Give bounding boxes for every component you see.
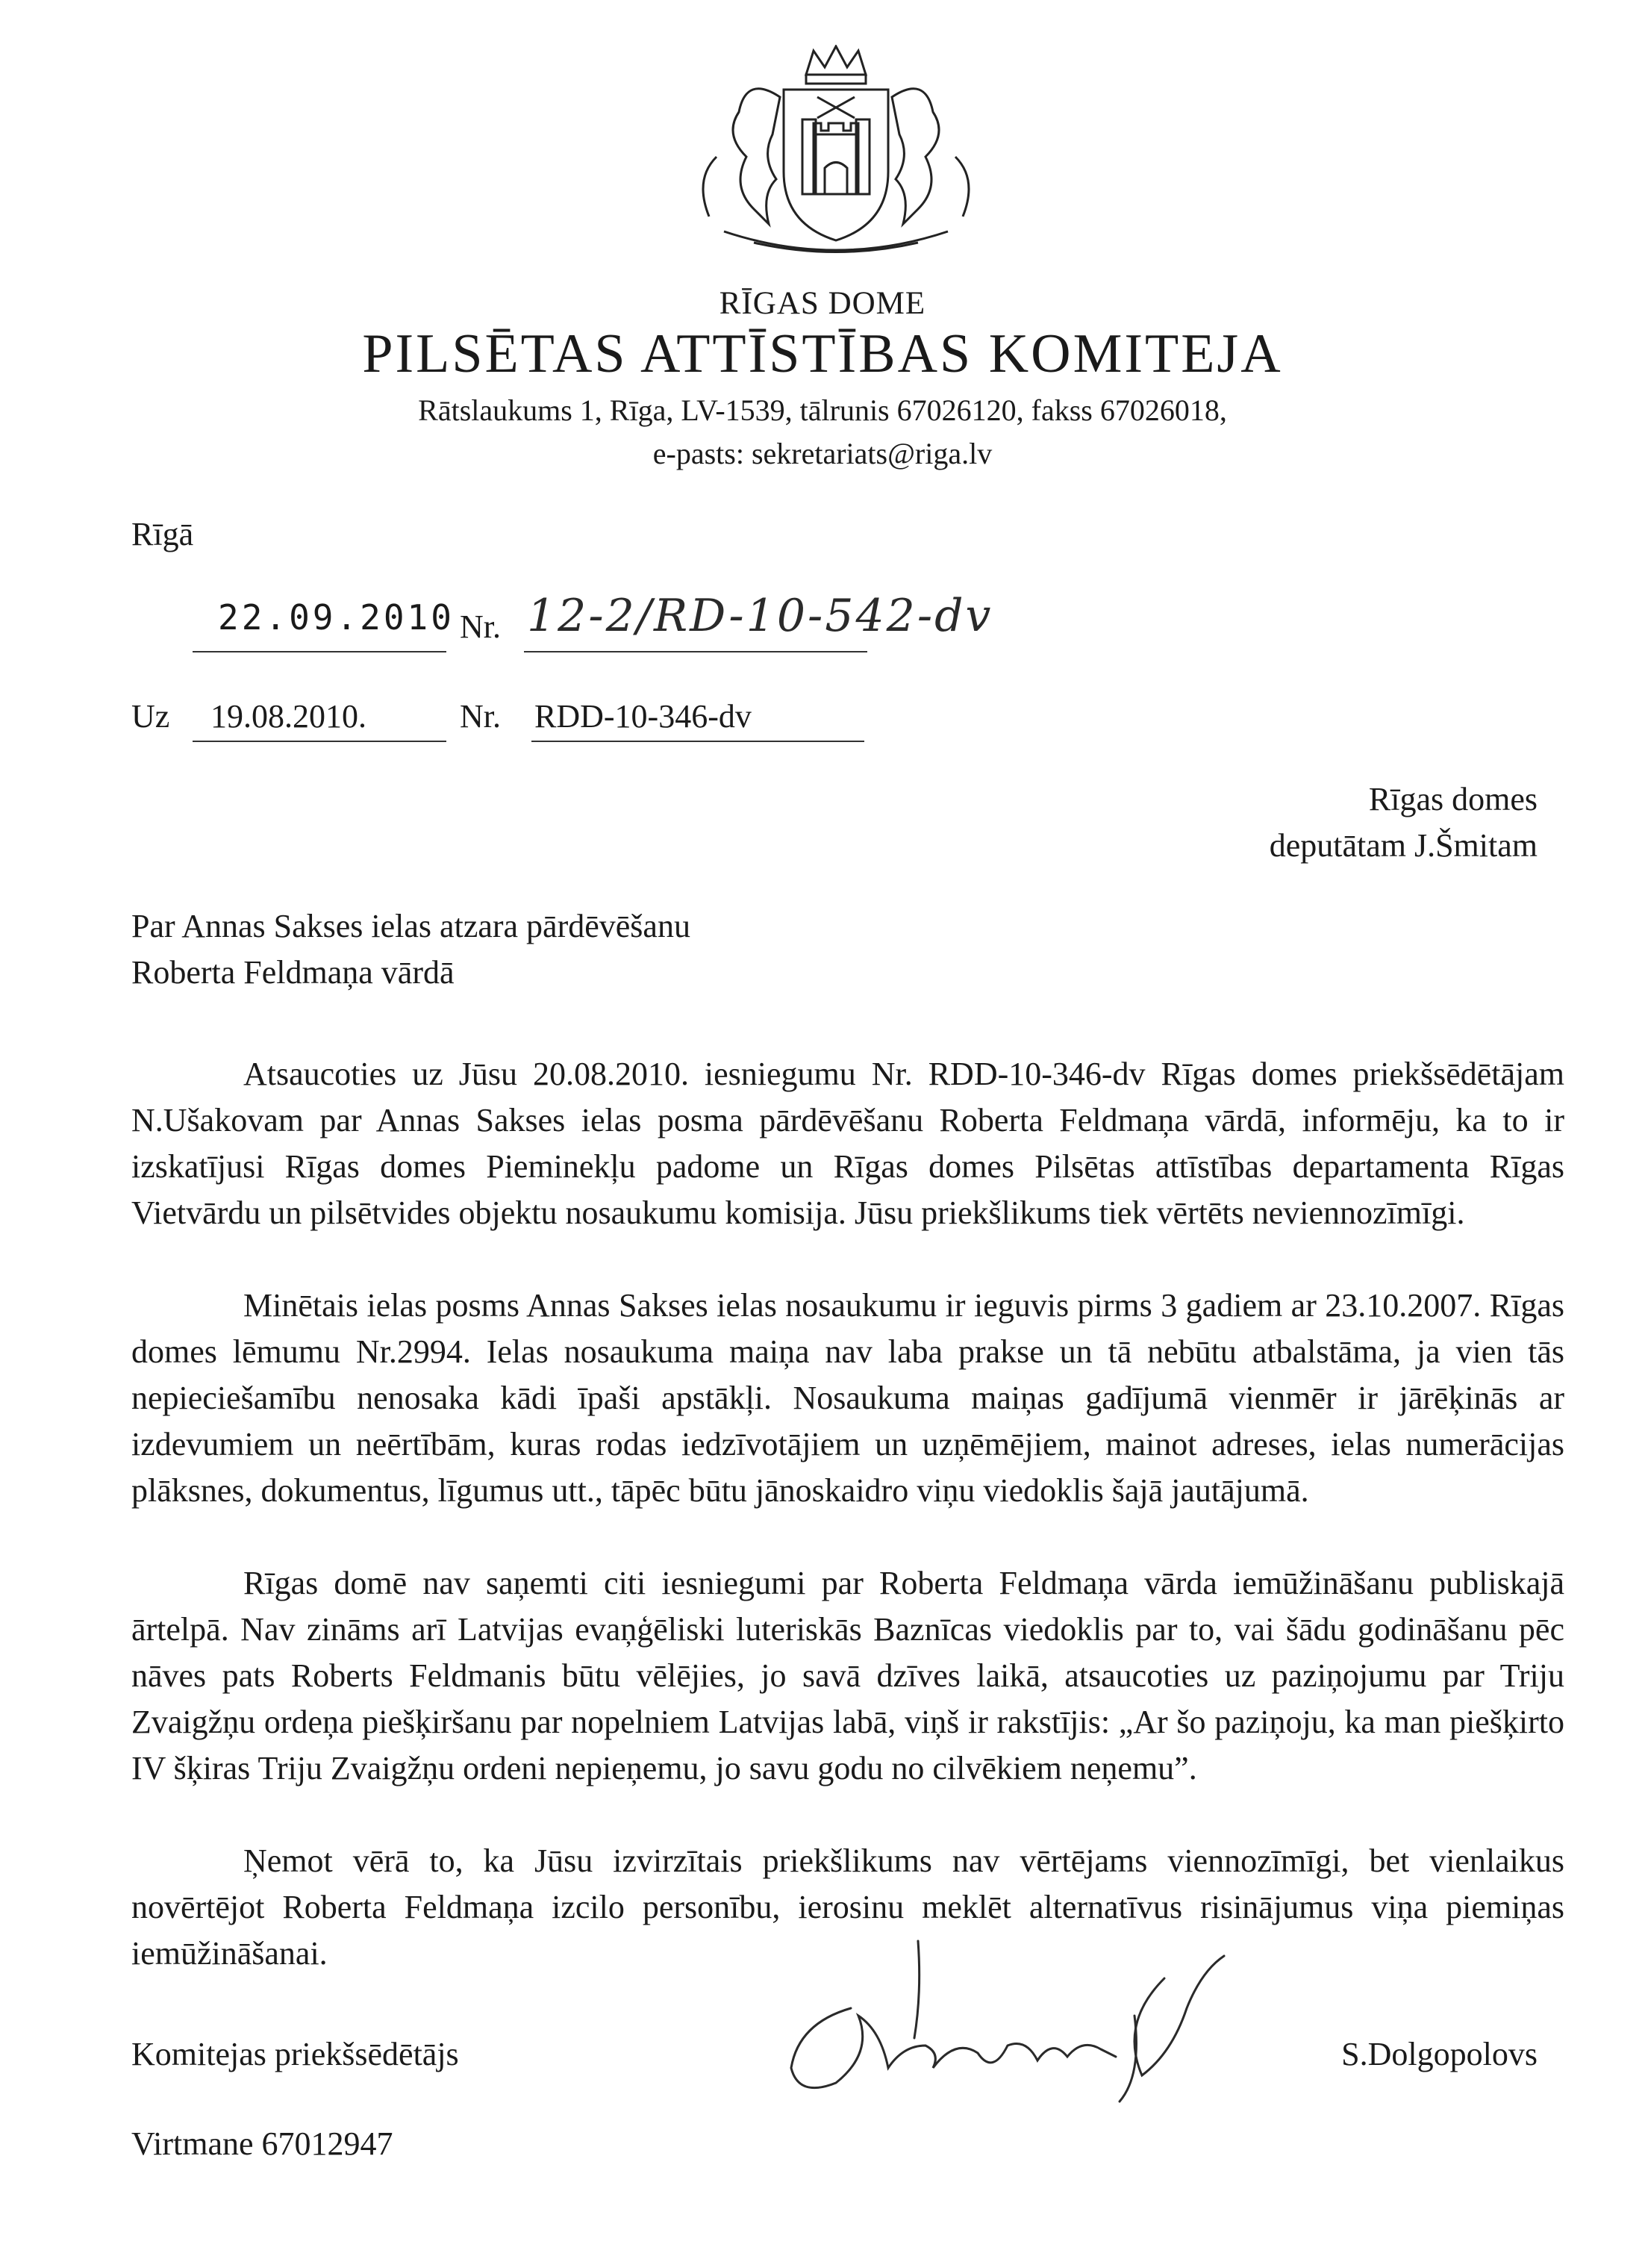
- date-stamp: 22.09.2010: [218, 597, 455, 638]
- riga-coat-of-arms-icon: [694, 45, 978, 261]
- recipient-line-2: deputātam J.Šmitam: [1269, 827, 1538, 864]
- body-paragraph: Ņemot vērā to, ka Jūsu izvirzītais priekšlikums nav vērtējams viennozīmīgi, bet vienlaikus novērtējot Roberta Feldmaņa izcilo personību, ierosinu meklēt alternatīvus risinājumus viņa piemiņas iemūžināšanai.: [131, 1842, 1564, 1972]
- recipient-line-1: Rīgas domes: [1368, 781, 1538, 817]
- organization-parent: RĪGAS DOME: [719, 286, 926, 321]
- signatory-position: Komitejas priekšsēdētājs: [131, 2036, 459, 2072]
- reply-date: 19.08.2010.: [210, 698, 366, 735]
- reply-number-underline: [531, 741, 864, 742]
- reply-date-underline: [193, 741, 446, 742]
- handwritten-number: 12-2/RD-10-542-dv: [527, 590, 993, 642]
- contact-line: Virtmane 67012947: [131, 2125, 393, 2162]
- organization-address: Rātslaukums 1, Rīga, LV-1539, tālrunis 67026120, fakss 67026018,: [418, 393, 1227, 427]
- reply-prefix: Uz: [131, 698, 170, 735]
- number-underline: [524, 651, 867, 652]
- reply-number: RDD-10-346-dv: [534, 698, 752, 735]
- number-label: Nr.: [460, 608, 501, 645]
- reply-number-label: Nr.: [460, 698, 501, 735]
- handwritten-signature-icon: [769, 1926, 1246, 2113]
- body-paragraph: Minētais ielas posms Annas Sakses ielas nosaukumu ir ieguvis pirms 3 gadiem ar 23.10.2007. Rīgas domes lēmumu Nr.2994. Ielas nosaukuma maiņa nav laba prakse un tā nebūtu atbalstāma, ja vien tās nepieciešamību nenosaka kādi īpaši apstākļi. Nosaukuma maiņas gadījumā vienmēr ir jārēķinās ar izdevumiem un neērtībām, kuras rodas iedzīvotājiem un uzņēmējiem, mainot adreses, ielas numerācijas plāksnes, dokumentus, līgumus utt., tāpēc būtu jānoskaidro viņu viedoklis šajā jautājumā.: [131, 1287, 1564, 1509]
- subject-line-2: Roberta Feldmaņa vārdā: [131, 954, 455, 991]
- signatory-name: S.Dolgopolovs: [1341, 2036, 1538, 2072]
- organization-title: PILSĒTAS ATTĪSTĪBAS KOMITEJA: [362, 323, 1283, 384]
- letter-subject: [131, 903, 690, 996]
- body-paragraph: Atsaucoties uz Jūsu 20.08.2010. iesniegumu Nr. RDD-10-346-dv Rīgas domes priekšsēdētājam N.Ušakovam par Annas Sakses ielas posma pārdēvēšanu Roberta Feldmaņa vārdā, informēju, ka to ir izskatījusi Rīgas domes Pieminekļu padome un Rīgas domes Pilsētas attīstības departamenta Rīgas Vietvārdu un pilsētvides objektu nosaukumu komisija. Jūsu priekšlikums tiek vērtēts neviennozīmīgi.: [131, 1056, 1564, 1231]
- recipient-block: [1270, 776, 1538, 869]
- subject-line-1: Par Annas Sakses ielas atzara pārdēvēšanu: [131, 908, 690, 944]
- place-label: Rīgā: [131, 516, 194, 552]
- organization-email: e-pasts: sekretariats@riga.lv: [652, 437, 993, 470]
- date-underline: [193, 651, 446, 652]
- body-paragraph: Rīgas domē nav saņemti citi iesniegumi par Roberta Feldmaņa vārda iemūžināšanu publiskajā ārtelpā. Nav zināms arī Latvijas evaņģēliski luteriskās Baznīcas viedoklis par to, vai šādu godināšanu pēc nāves pats Roberts Feldmanis būtu vēlējies, jo savā dzīves laikā, atsaucoties uz paziņojumu par Triju Zvaigžņu ordeņa piešķiršanu par nopelniem Latvijas labā, viņš ir rakstījis: „Ar šo paziņoju, ka man piešķirto IV šķiras Triju Zvaigžņu ordeni nepieņemu, jo savu godu no cilvēkiem neņemu”.: [131, 1565, 1564, 1786]
